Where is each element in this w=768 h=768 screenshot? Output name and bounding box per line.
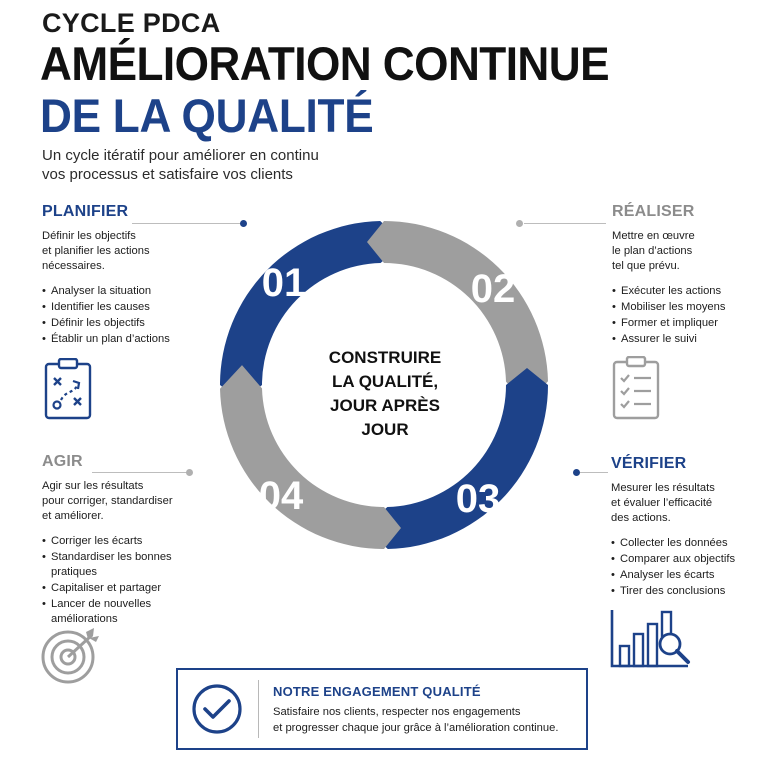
- list-item: [612, 332, 762, 347]
- list-item-text: • Comparer aux objectifs: [620, 553, 736, 565]
- strategy-clipboard-icon: [44, 358, 94, 420]
- subtitle-line: Un cycle itératif pour améliorer en continu: [42, 147, 319, 164]
- list-item-text: • Assurer le suivi: [621, 333, 697, 345]
- phase-check: [611, 455, 766, 600]
- phase-description: [611, 481, 766, 526]
- desc-line: et planifier les actions: [42, 245, 150, 257]
- banner-divider: [258, 680, 259, 738]
- bar-chart-magnifier-icon: [610, 608, 694, 670]
- phase-title-check: VÉRIFIER: [611, 455, 687, 472]
- phase-bullet-list: [611, 536, 766, 599]
- center-line: CONSTRUIRE: [328, 348, 442, 367]
- phase-bullet-list: [612, 284, 762, 347]
- connector-do: [524, 223, 606, 224]
- list-item-text: • Corriger les écarts: [51, 535, 143, 547]
- subtitle-line: vos processus et satisfaire vos clients: [42, 166, 293, 183]
- list-item-text: • Identifier les causes: [51, 301, 150, 313]
- list-item: [42, 581, 192, 596]
- phase-title-act: AGIR: [42, 453, 83, 470]
- center-line: LA QUALITÉ,: [331, 372, 439, 391]
- banner-text: [273, 704, 583, 736]
- phase-act: [42, 453, 192, 628]
- desc-line: et évaluer l’efficacité: [611, 497, 713, 509]
- phase-description: [42, 479, 192, 524]
- list-item: [612, 300, 762, 315]
- list-item-text: améliorations: [51, 613, 118, 625]
- list-item-text: pratiques: [51, 566, 98, 578]
- connector-dot-plan: [240, 220, 247, 227]
- phase-do: [612, 203, 762, 348]
- desc-line: Mesurer les résultats: [611, 482, 715, 494]
- phase-title-do: RÉALISER: [612, 203, 695, 220]
- list-item: [42, 550, 192, 580]
- list-item-text: • Analyser les écarts: [620, 569, 715, 581]
- list-item-text: • Collecter les données: [620, 537, 728, 549]
- list-item-text: • Former et impliquer: [621, 317, 718, 329]
- phase-bullet-list: [42, 284, 202, 347]
- list-item: [42, 284, 202, 299]
- desc-line: tel que prévu.: [612, 260, 680, 272]
- cycle-number-04: 04: [258, 474, 304, 518]
- desc-line: nécessaires.: [42, 260, 105, 272]
- page-title: AMÉLIORATION CONTINUE: [40, 37, 610, 90]
- list-item-text: • Standardiser les bonnes: [51, 551, 172, 563]
- list-item: [612, 316, 762, 331]
- phase-title-plan: PLANIFIER: [42, 203, 129, 220]
- list-item: [612, 284, 762, 299]
- list-item: [611, 536, 766, 551]
- list-item: [42, 534, 192, 549]
- desc-line: et améliorer.: [42, 510, 104, 522]
- list-item-text: • Lancer de nouvelles: [51, 598, 152, 610]
- connector-check: [580, 472, 608, 473]
- desc-line: le plan d’actions: [612, 245, 693, 257]
- desc-line: Agir sur les résultats: [42, 480, 144, 492]
- cycle-number-02: 02: [470, 267, 516, 311]
- cycle-center-text: [300, 346, 470, 442]
- center-line: JOUR: [361, 420, 409, 439]
- list-item-text: • Capitaliser et partager: [51, 582, 162, 594]
- page-title-line2: DE LA QUALITÉ: [40, 89, 374, 142]
- list-item: [611, 568, 766, 583]
- desc-line: pour corriger, standardiser: [42, 495, 173, 507]
- banner-title: NOTRE ENGAGEMENT QUALITÉ: [273, 684, 481, 699]
- list-item-text: • Analyser la situation: [51, 285, 152, 297]
- supertitle: CYCLE PDCA: [42, 8, 221, 38]
- list-item: [42, 597, 192, 627]
- phase-description: [42, 229, 202, 274]
- list-item-text: • Tirer des conclusions: [620, 585, 726, 597]
- desc-line: Définir les objectifs: [42, 230, 136, 242]
- phase-plan: [42, 203, 202, 348]
- list-item: [611, 552, 766, 567]
- desc-line: des actions.: [611, 512, 671, 524]
- cycle-number-03: 03: [455, 477, 501, 521]
- list-item: [42, 300, 202, 315]
- list-item-text: • Mobiliser les moyens: [621, 301, 726, 313]
- list-item-text: • Exécuter les actions: [621, 285, 722, 297]
- phase-description: [612, 229, 762, 274]
- list-item-text: • Définir les objectifs: [51, 317, 145, 329]
- connector-dot-do: [516, 220, 523, 227]
- banner-line: et progresser chaque jour grâce à l’amélioration continue.: [273, 722, 559, 734]
- banner-line: Satisfaire nos clients, respecter nos engagements: [273, 706, 521, 718]
- list-item: [42, 316, 202, 331]
- desc-line: Mettre en œuvre: [612, 230, 695, 242]
- list-item-text: • Établir un plan d’actions: [51, 333, 170, 345]
- center-line: JOUR APRÈS: [330, 396, 440, 415]
- phase-bullet-list: [42, 534, 192, 627]
- list-item: [611, 584, 766, 599]
- checklist-icon: [612, 356, 662, 420]
- check-circle-icon: [191, 683, 243, 735]
- connector-dot-check: [573, 469, 580, 476]
- list-item: [42, 332, 202, 347]
- cycle-number-01: 01: [261, 261, 307, 305]
- target-arrow-icon: [40, 626, 102, 684]
